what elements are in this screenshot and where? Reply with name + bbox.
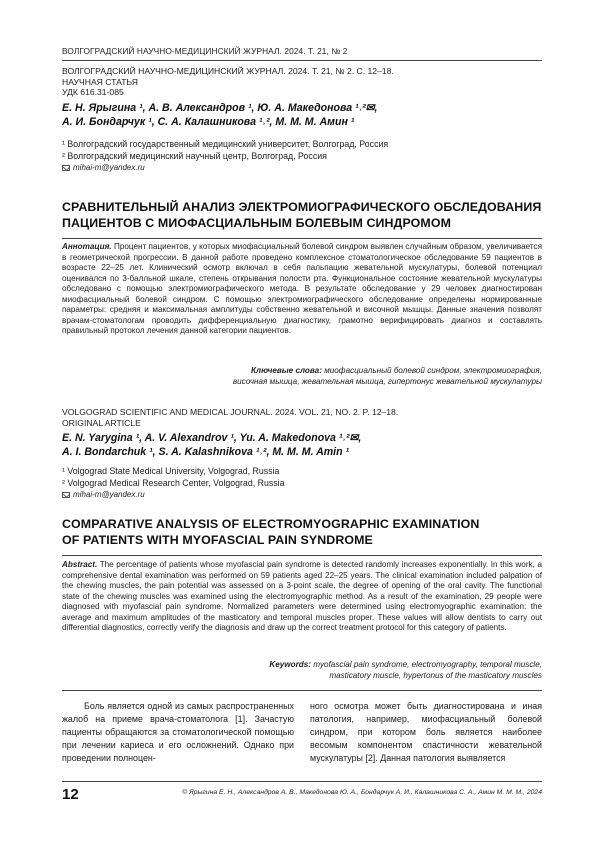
body-rule [62, 690, 542, 691]
en-title-line2: OF PATIENTS WITH MYOFASCIAL PAIN SYNDROME [62, 533, 373, 547]
en-abstract-label: Abstract. [62, 560, 98, 569]
ru-keywords-label: Ключевые слова: [251, 366, 322, 375]
en-aff2: ² Volgograd Medical Research Center, Volgograd, Russia [62, 477, 285, 488]
body-column-right: ного осмотра может быть диагностирована и иная патология, например, миофасциальный болевой синдром, при котором боль является наиболее весомым компонентом спастичности жевательной мускулатуры [2]. Данная патология выявляется [310, 701, 542, 763]
ru-aff1: ¹ Волгоградский государственный медицинский университет, Волгоград, Россия [62, 139, 389, 149]
en-aff1: ¹ Volgograd State Medical University, Volgograd, Russia [62, 466, 280, 476]
en-abstract-rule [62, 555, 542, 556]
en-authors-line1: E. N. Yarygina ¹, A. V. Alexandrov ¹, Yu. A. Makedonova ¹˒²✉, [62, 432, 362, 444]
en-authors [62, 431, 542, 459]
ru-article-type: НАУЧНАЯ СТАТЬЯ [62, 76, 138, 87]
page-number: 12 [62, 786, 79, 803]
ru-affiliations [62, 139, 542, 174]
ru-abstract-label: Аннотация. [62, 242, 112, 251]
en-authors-line2: A. I. Bondarchuk ¹, S. A. Kalashnikova ¹˒², M. M. M. Amin ¹ [62, 446, 350, 458]
ru-authors-line1: Е. Н. Ярыгина ¹, А. В. Александров ¹, Ю. А. Македонова ¹˒²✉, [62, 102, 378, 114]
ru-email[interactable]: mihai-m@yandex.ru [73, 163, 145, 172]
en-title-line1: COMPARATIVE ANALYSIS OF ELECTROMYOGRAPHIC EXAMINATION [62, 517, 480, 531]
en-keywords-line1: myofascial pain syndrome, electromyography, temporal muscle, [313, 660, 542, 669]
en-article-type: ORIGINAL ARTICLE [62, 417, 141, 428]
ru-meta [62, 66, 542, 98]
running-header: ВОЛГОГРАДСКИЙ НАУЧНО-МЕДИЦИНСКИЙ ЖУРНАЛ. 2024. Т. 21, № 2 [62, 46, 348, 56]
footer-rule [62, 781, 542, 782]
en-email-row [62, 489, 542, 501]
ru-keywords [62, 366, 542, 387]
ru-email-row [62, 162, 542, 174]
en-keywords-line2: masticatory muscle, hypertonus of the masticatory muscles [329, 670, 542, 680]
ru-authors [62, 101, 542, 129]
en-abstract-text: The percentage of patients whose myofascial pain syndrome is detected randomly increases exponentially. In this work, a comprehensive dental examination was performed on 59 patients aged 22–25 years. The clinical examination included palpation of the chewing muscles, the pain potential was assessed on a 3-point scale, the degree of opening of the oral cavity. The functional state of the chewing muscles was examined using the electromyographic method. As a result of the examination, 29 people were diagnosed with myofascial pain syndrome. Normalized parameters were determined using electromyographic examination: the average and maximum amplitudes of the masticatory and temporal muscles proper. These values will allow dentists to carry out differential diagnostics, correctly verify the diagnosis and draw up the correct treatment protocol for this category of patients. [62, 560, 542, 632]
en-keywords-label: Keywords: [269, 660, 311, 669]
ru-citation: ВОЛГОГРАДСКИЙ НАУЧНО-МЕДИЦИНСКИЙ ЖУРНАЛ. 2024. Т. 21, № 2. С. 12–18. [62, 66, 394, 76]
en-email[interactable]: mihai-m@yandex.ru [73, 490, 145, 499]
ru-keywords-line2: височная мышца, жевательная мышца, гипертонус жевательной мускулатуры [232, 376, 542, 386]
ru-authors-line2: А. И. Бондарчук ¹, С. А. Калашникова ¹˒², М. М. М. Амин ¹ [62, 116, 355, 128]
ru-title-line1: СРАВНИТЕЛЬНЫЙ АНАЛИЗ ЭЛЕКТРОМИОГРАФИЧЕСКОГО ОБСЛЕДОВАНИЯ [62, 200, 542, 214]
ru-abstract-text: Процент пациентов, у которых миофасциальный болевой синдром выявлен случайным образом, увеличивается в геометрической прогрессии. В данной работе проведено комплексное стоматологическое обследование 59 пациентов в возрасте 22–25 лет. Клинический осмотр включал в себя пальпацию жевательной мускулатуры, болевой потенциал оценивался по 3-балльной шкале, степень открывания полости рта. Функциональное состояние жевательной мускулатуры обследовано с помощью электромиографического метода. В результате обследование у 29 человек диагностирован миофасциальный болевой синдром. С помощью электромиографического обследование определены нормированные параметры: средняя и максимальная амплитуды собственно жевательной и височной мышцы. Данные значения позволят врачам-стоматологам проводить дифференциальную диагностику, грамотно верифицировать диагноз и составлять правильный протокол лечения данной категории пациентов. [62, 242, 543, 335]
header-rule [62, 60, 542, 61]
envelope-icon [62, 492, 70, 498]
en-citation: VOLGOGRAD SCIENTIFIC AND MEDICAL JOURNAL. 2024. VOL. 21, NO. 2. P. 12–18. [62, 407, 399, 417]
ru-udc: УДК 616.31-085 [62, 87, 124, 97]
ru-title-line2: ПАЦИЕНТОВ С МИОФАСЦИАЛЬНЫМ БОЛЕВЫМ СИНДРОМОМ [62, 216, 452, 230]
ru-aff2: ² Волгоградский медицинский научный центр, Волгоград, Россия [62, 150, 327, 161]
envelope-icon [62, 165, 70, 171]
ru-title [62, 199, 542, 231]
ru-keywords-line1: миофасциальный болевой синдром, электромиография, [324, 366, 542, 375]
en-keywords [62, 660, 542, 681]
body-column-left: Боль является одной из самых распространенных жалоб на приеме врача-стоматолога [1]. Зачастую пациенты обращаются за стоматологической помощью при лечении кариеса и его осложнений. Однако при проведении полноцен- [62, 701, 294, 763]
ru-abstract-rule [62, 238, 542, 239]
en-abstract [62, 560, 542, 634]
copyright-notice: © Ярыгина Е. Н., Александров А. В., Македонова Ю. А., Бондарчук А. И., Калашникова С. А., Амин М. М. М., 2024 [182, 789, 542, 796]
ru-abstract [62, 242, 542, 337]
en-meta [62, 407, 542, 428]
en-title [62, 516, 542, 548]
en-affiliations [62, 466, 542, 501]
